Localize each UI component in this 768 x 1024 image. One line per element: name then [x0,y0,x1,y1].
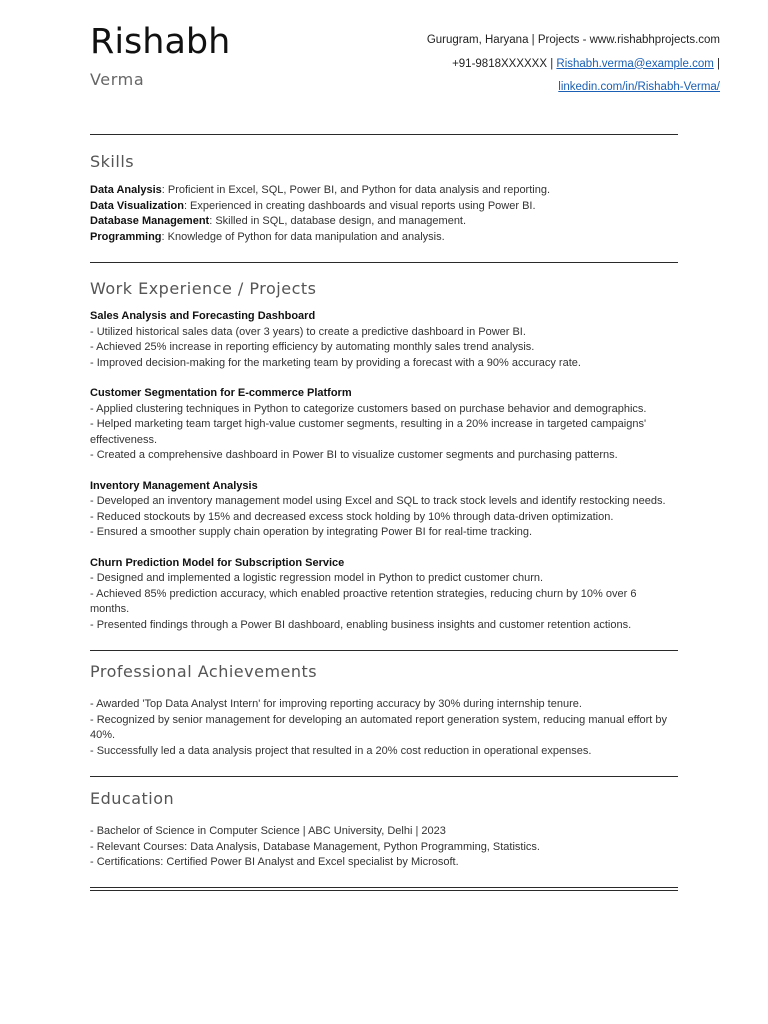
project-title: Churn Prediction Model for Subscription Service [90,556,345,569]
skill-text: : Experienced in creating dashboards and visual reports using Power BI. [183,199,536,212]
project-bullet: - Helped marketing team target high-value customer segments, resulting in a 20% increase in targeted campaigns' effectiveness. [90,418,647,446]
contact-block [260,31,720,102]
project-bullet: - Achieved 25% increase in reporting efficiency by automating monthly sales trend analysis. [90,341,535,353]
education-item: - Relevant Courses: Data Analysis, Database Management, Python Programming, Statistics. [90,840,540,853]
skill-text: : Proficient in Excel, SQL, Power BI, and Python for data analysis and reporting. [161,184,551,196]
achievements-heading: Professional Achievements [90,662,318,681]
project-bullet: - Utilized historical sales data (over 3 years) to create a predictive dashboard in Power BI. [90,325,526,338]
project-title: Customer Segmentation for E-commerce Platform [90,387,352,399]
location-projects-line: Gurugram, Haryana | Projects - www.rishabhprojects.com [426,34,720,46]
first-name: Rishabh [90,22,231,62]
achievements-list [90,697,678,759]
project-title: Inventory Management Analysis [90,479,258,492]
skill-item [90,214,678,230]
closing-divider [90,887,678,891]
project-bullet: - Created a comprehensive dashboard in Power BI to visualize customer segments and purchasing patterns. [90,449,618,461]
skill-item [90,183,678,199]
skill-text: : Skilled in SQL, database design, and management. [209,215,467,227]
phone-email-line [260,55,720,79]
skills-list [90,183,678,245]
project-bullet: - Designed and implemented a logistic regression model in Python to predict customer churn. [90,572,544,584]
project-bullet: - Achieved 85% prediction accuracy, which enabled proactive retention strategies, reducing churn by 10% over 6 months. [90,587,637,615]
separator-end: | [713,57,720,70]
linkedin-line [260,78,720,102]
skill-label: Programming [90,230,162,243]
project-bullet: - Presented findings through a Power BI dashboard, enabling business insights and customer retention actions. [90,618,632,631]
project-entry [90,386,678,464]
project-title: Sales Analysis and Forecasting Dashboard [90,310,316,322]
linkedin-link[interactable]: linkedin.com/in/Rishabh-Verma/ [558,81,720,93]
education-heading: Education [90,789,175,808]
project-bullet: - Applied clustering techniques in Python to categorize customers based on purchase behavior and demographics. [90,402,647,415]
education-list [90,824,678,871]
experience-heading: Work Experience / Projects [90,279,317,298]
resume-page [90,0,720,891]
project-bullet: - Reduced stockouts by 15% and decreased excess stock holding by 10% through data-driven optimization. [90,510,614,523]
achievement-item: - Successfully led a data analysis project that resulted in a 20% cost reduction in operational expenses. [90,744,592,757]
education-item: - Bachelor of Science in Computer Science | ABC University, Delhi | 2023 [90,825,446,837]
email-link[interactable]: Rishabh.verma@example.com [556,57,714,70]
skill-text: : Knowledge of Python for data manipulation and analysis. [161,230,445,243]
project-entry [90,309,678,371]
project-bullet: - Ensured a smoother supply chain operation by integrating Power BI for real-time tracking. [90,526,533,538]
skill-label: Data Visualization [90,199,184,212]
resume-header [90,0,720,134]
project-entry [90,556,678,634]
project-bullet: - Improved decision-making for the marketing team by providing a forecast with a 90% accuracy rate. [90,356,581,369]
separator: | [547,57,557,70]
achievement-item: - Awarded 'Top Data Analyst Intern' for improving reporting accuracy by 30% during internship tenure. [90,698,582,710]
phone-number: +91-9818XXXXXX [452,57,548,70]
skill-item [90,230,678,246]
skill-label: Database Management [90,215,210,227]
project-entry [90,479,678,541]
achievement-item: - Recognized by senior management for developing an automated report generation system, reducing manual effort by 40%. [90,713,668,741]
skill-item [90,199,678,215]
skill-label: Data Analysis [90,184,162,196]
project-bullet: - Developed an inventory management model using Excel and SQL to track stock levels and identify restocking needs. [90,495,666,507]
education-item: - Certifications: Certified Power BI Analyst and Excel specialist by Microsoft. [90,856,459,868]
last-name: Verma [90,70,145,89]
skills-heading: Skills [90,152,135,171]
